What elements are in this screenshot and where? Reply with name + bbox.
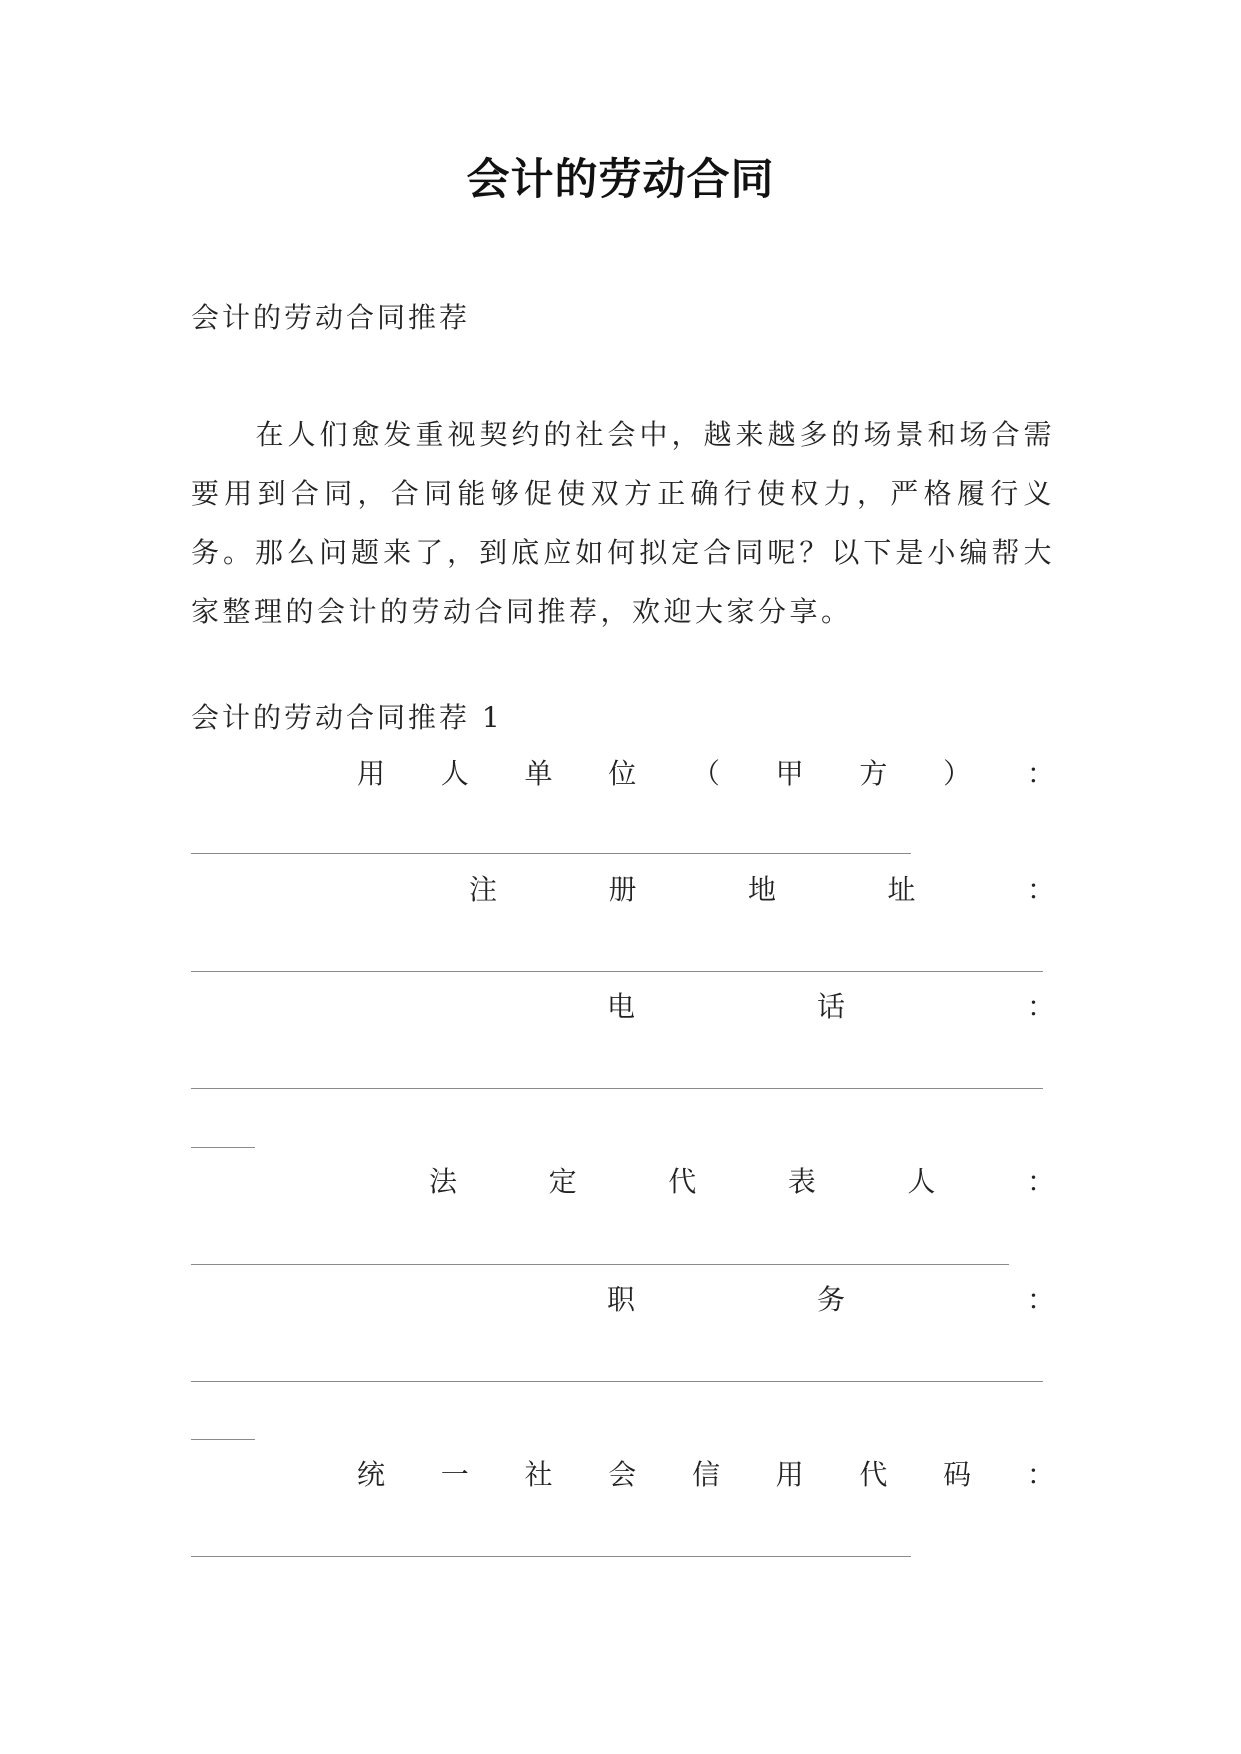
field-label-legal-representative: 法 定 代 表 人 ： (429, 1165, 1055, 1198)
intro-text: 在人们愈发重视契约的社会中，越来越多的场景和场合需要用到合同，合同能够促使双方正确行使权力，严格履行义务。那么问题来了，到底应如何拟定合同呢？以下是小编帮大家整理的会计的劳动合同推荐，欢迎大家分享。 (191, 418, 1055, 628)
blank-line-registered-address[interactable] (191, 971, 1043, 972)
blank-line-position[interactable] (191, 1381, 1043, 1382)
blank-line-employer[interactable] (191, 853, 911, 854)
intro-paragraph (191, 405, 1055, 641)
field-label-credit-code: 统 一 社 会 信 用 代 码 ： (357, 1458, 1055, 1491)
section-heading: 会计的劳动合同推荐 1 (191, 701, 503, 734)
blank-line-phone-continued[interactable] (191, 1147, 255, 1148)
field-label-phone: 电 话 ： (607, 990, 1055, 1023)
blank-line-phone[interactable] (191, 1088, 1043, 1089)
blank-line-credit-code[interactable] (191, 1556, 911, 1557)
field-label-registered-address: 注 册 地 址 ： (469, 873, 1055, 906)
blank-line-position-continued[interactable] (191, 1439, 255, 1440)
blank-line-legal-representative[interactable] (191, 1264, 1009, 1265)
field-label-employer: 用 人 单 位 （ 甲 方 ） ： (357, 757, 1055, 790)
document-subtitle: 会计的劳动合同推荐 (191, 301, 471, 334)
document-title: 会计的劳动合同 (466, 155, 775, 205)
field-label-position: 职 务 ： (607, 1283, 1055, 1316)
